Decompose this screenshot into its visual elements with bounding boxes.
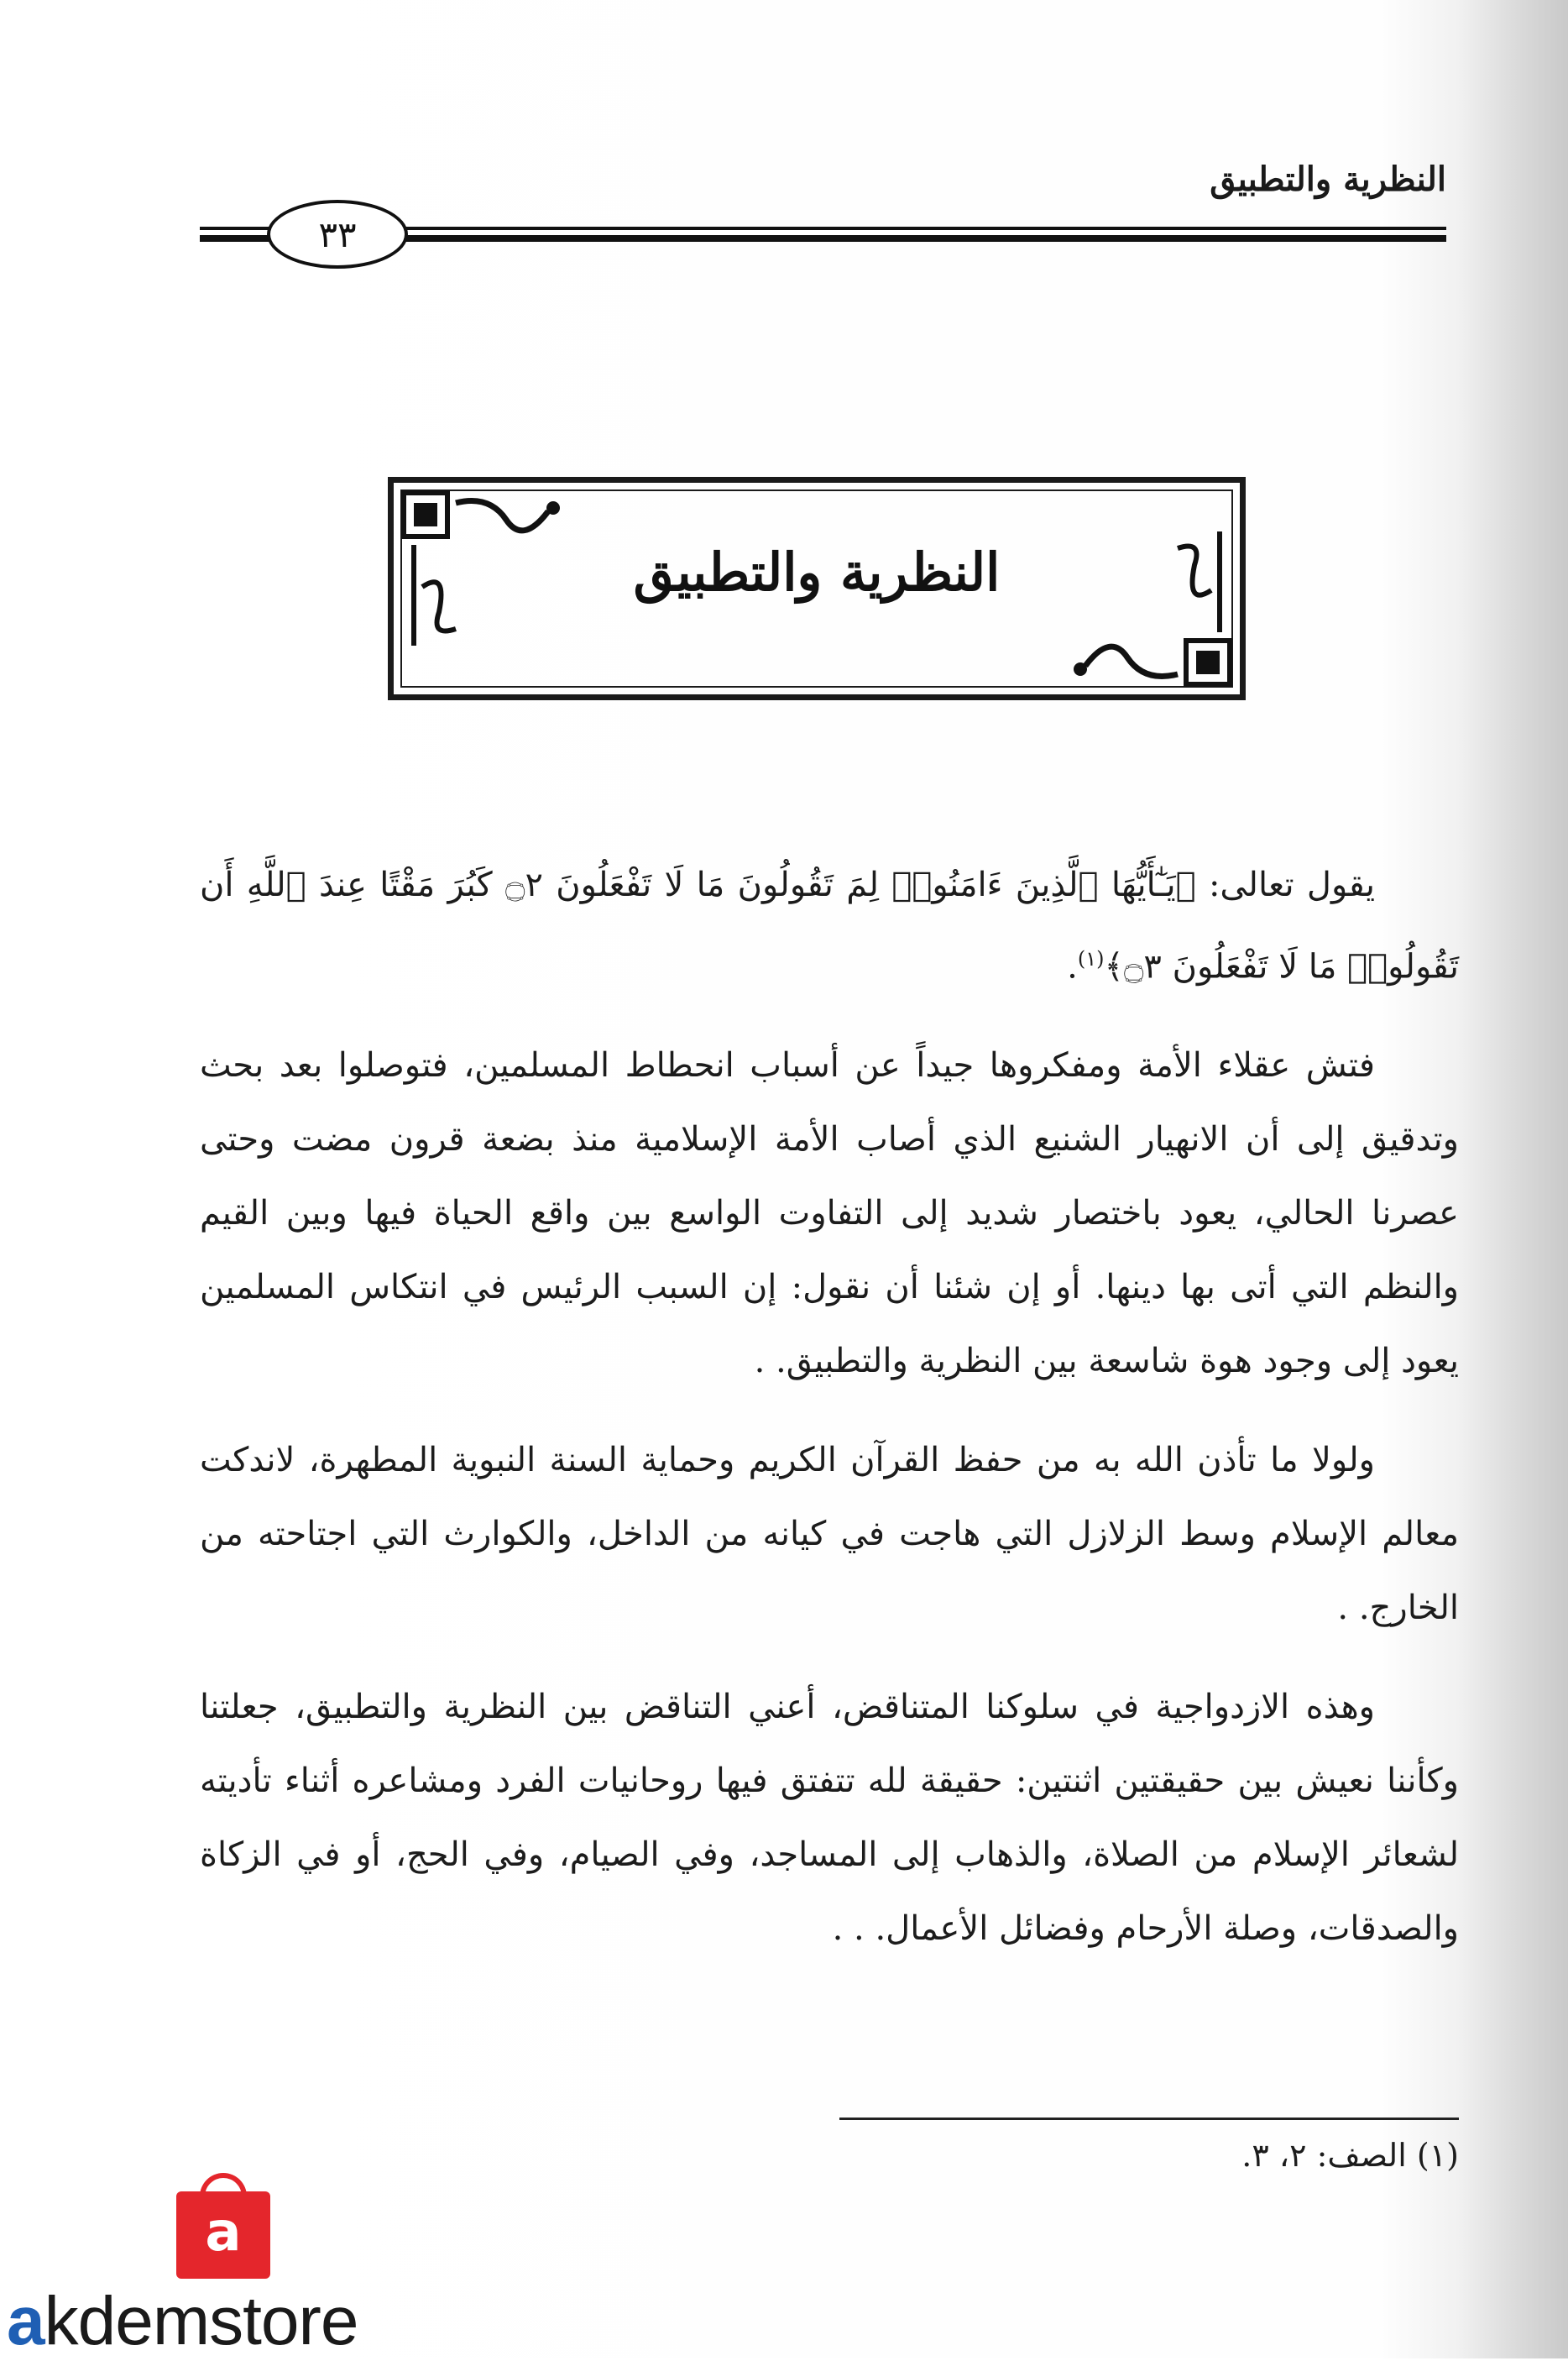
chapter-title-frame [388, 477, 1246, 700]
paragraph: ولولا ما تأذن الله به من حفظ القرآن الكريم وحماية السنة النبوية المطهرة، لاندكت معالم الإسلام وسط الزلازل التي هاجت في كيانه من الداخل، والكوارث التي اجتاحته من الخارج. . [200, 1441, 1459, 1628]
footnote-separator [839, 2118, 1459, 2120]
paragraph: وهذه الازدواجية في سلوكنا المتناقض، أعني التناقض بين النظرية والتطبيق، جعلتنا وكأننا نعيش بين حقيقتين اثنتين: حقيقة لله تتفتق فيها روحانيات الفرد ومشاعره أثناء تأديته لشعائر الإسلام من الصلاة، والذهاب إلى المساجد، وفي الصيام، وفي الحج، أو في الزكاة والصدقات، وصلة الأرحام وفضائل الأعمال. . . [200, 1688, 1460, 1949]
paragraph: فتش عقلاء الأمة ومفكروها جيداً عن أسباب انحطاط المسلمين، فتوصلوا بعد بحث وتدقيق إلى أن الانهيار الشنيع الذي أصاب الأمة الإسلامية منذ بضعة قرون مضت وحتى عصرنا الحالي، يعود باختصار شديد إلى التفاوت الواسع بين واقع الحياة فيها وبين القيم والنظم التي أتى بها دينها. أو إن شئنا أن نقول: إن السبب الرئيس في انتكاس المسلمين يعود إلى وجود هوة شاسعة بين النظرية والتطبيق. . [200, 1046, 1459, 1381]
quran-verse: يقول تعالى: ﴿يَـٰٓأَيُّهَا ٱلَّذِينَ ءَامَنُوا۟ لِمَ تَقُولُونَ مَا لَا تَفْعَلُونَ ۝٢ كَبُرَ مَقْتًا عِندَ ٱللَّهِ أَن تَقُولُوا۟ مَا لَا تَفْعَلُونَ ۝٣﴾ [200, 866, 1459, 987]
store-name-prefix: a [7, 2283, 44, 2359]
footnote-reference: (١) [1077, 947, 1105, 971]
store-name [7, 2282, 358, 2361]
store-name-rest: kdemstore [44, 2283, 358, 2359]
chapter-title: النظرية والتطبيق [633, 542, 1001, 603]
running-header-title: النظرية والتطبيق [1210, 160, 1446, 199]
body-text [200, 848, 1459, 1991]
footnote-marker: (١) [1416, 2137, 1459, 2174]
page-number: ٣٣ [267, 200, 408, 269]
verse-end: . [1067, 947, 1078, 987]
footnote [1241, 2137, 1459, 2174]
store-logo [0, 2183, 453, 2358]
footnote-text: الصف: ٢، ٣. [1241, 2137, 1407, 2174]
paragraph-verse [200, 848, 1459, 1003]
bag-letter: a [205, 2201, 242, 2264]
